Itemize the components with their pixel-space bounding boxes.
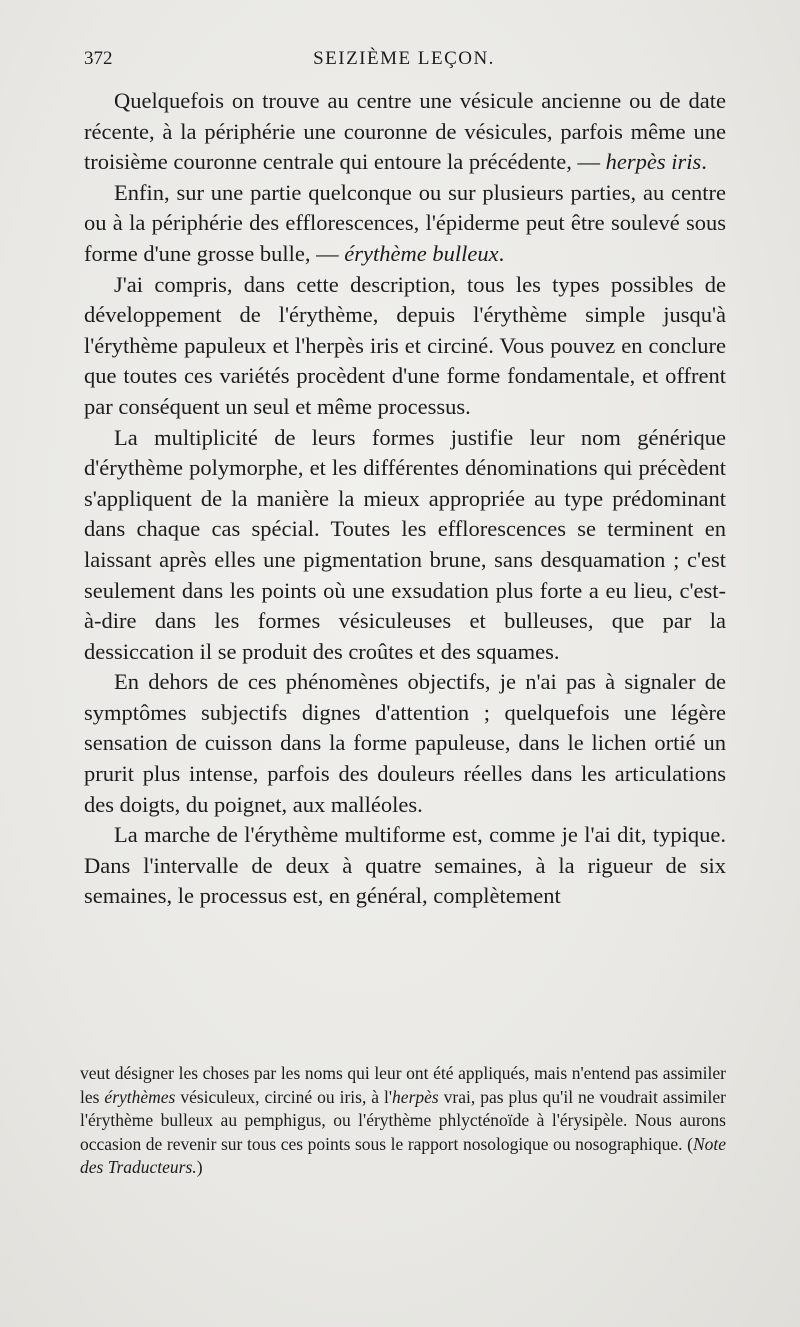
- footnote-segment: vrai, pas plus qu'il ne voudrait assimiler l'érythème bulleux au pemphigus, ou l'érythème phlycténoïde à l'érysipèle. Nous aurons occasion de revenir sur tous ces points sous le rapport nosologique ou nosographique. (: [80, 1086, 726, 1154]
- paragraph-end: .: [498, 240, 505, 266]
- footnote-segment: ): [196, 1157, 203, 1177]
- paragraph-text: Quelquefois on trouve au centre une vésicule ancienne ou de date récente, à la périphérie une couronne de vésicules, parfois même une troisième couronne centrale qui entoure la précédente, —: [84, 88, 726, 175]
- footnote-segment: veut désigner les choses par les noms qui leur ont été appliqués, mais n'entend pas assimiler les: [80, 1063, 726, 1107]
- running-title: SEIZIÈME LEÇON.: [313, 48, 495, 69]
- paragraph-text: Enfin, sur une partie quelconque ou sur plusieurs parties, au centre ou à la périphérie des efflorescences, l'épiderme peut être soulevé sous forme d'une grosse bulle, —: [84, 179, 726, 266]
- paragraph-herpes-iris: [84, 86, 726, 178]
- translators-note: Note des Traducteurs.: [80, 1133, 726, 1177]
- footnote-segment: vésiculeux, circiné ou iris, à l': [175, 1086, 393, 1107]
- footnote-text: [80, 1062, 726, 1180]
- paragraph-end: .: [701, 149, 707, 175]
- paragraph-erytheme-bulleux: [84, 178, 726, 270]
- term-erythemes: érythèmes: [104, 1086, 176, 1107]
- term-herpes: herpès: [392, 1086, 439, 1107]
- paragraph-marche: La marche de l'érythème multiforme est, comme je l'ai dit, typique. Dans l'intervalle de deux à quatre semaines, à la rigueur de six semaines, le processus est, en général, complètement: [84, 822, 726, 909]
- main-text: [84, 86, 726, 912]
- paragraph-description: J'ai compris, dans cette description, tous les types possibles de développement de l'érythème, depuis l'érythème simple jusqu'à l'érythème papuleux et l'herpès iris et circiné. Vous pouvez en conclure que toutes ces variétés procèdent d'une forme fondamentale, et offrent par conséquent un seul et même processus.: [84, 271, 726, 419]
- footnote: [80, 1062, 726, 1180]
- paragraph-multiplicite: La multiplicité de leurs formes justifie leur nom générique d'érythème polymorphe, et les différentes dénominations qui précèdent s'appliquent de la manière la mieux appropriée au type prédominant dans chaque cas spécial. Toutes les efflorescences se terminent en laissant après elles une pigmentation brune, sans desquamation ; c'est seulement dans les points où une exsudation plus forte a eu lieu, c'est-à-dire dans les formes vésiculeuses et bulleuses, que par la dessiccation il se produit des croûtes et des squames.: [84, 424, 726, 664]
- term-herpes-iris: herpès iris: [605, 149, 702, 175]
- paragraph-symptomes: En dehors de ces phénomènes objectifs, je n'ai pas à signaler de symptômes subjectifs dignes d'attention ; quelquefois une légère sensation de cuisson dans la forme papuleuse, dans le lichen ortié un prurit plus intense, parfois des douleurs réelles dans les articulations des doigts, du poignet, aux malléoles.: [84, 669, 726, 817]
- page-number: 372: [84, 48, 113, 69]
- page-header: [84, 48, 724, 76]
- term-erytheme-bulleux: érythème bulleux: [344, 240, 499, 266]
